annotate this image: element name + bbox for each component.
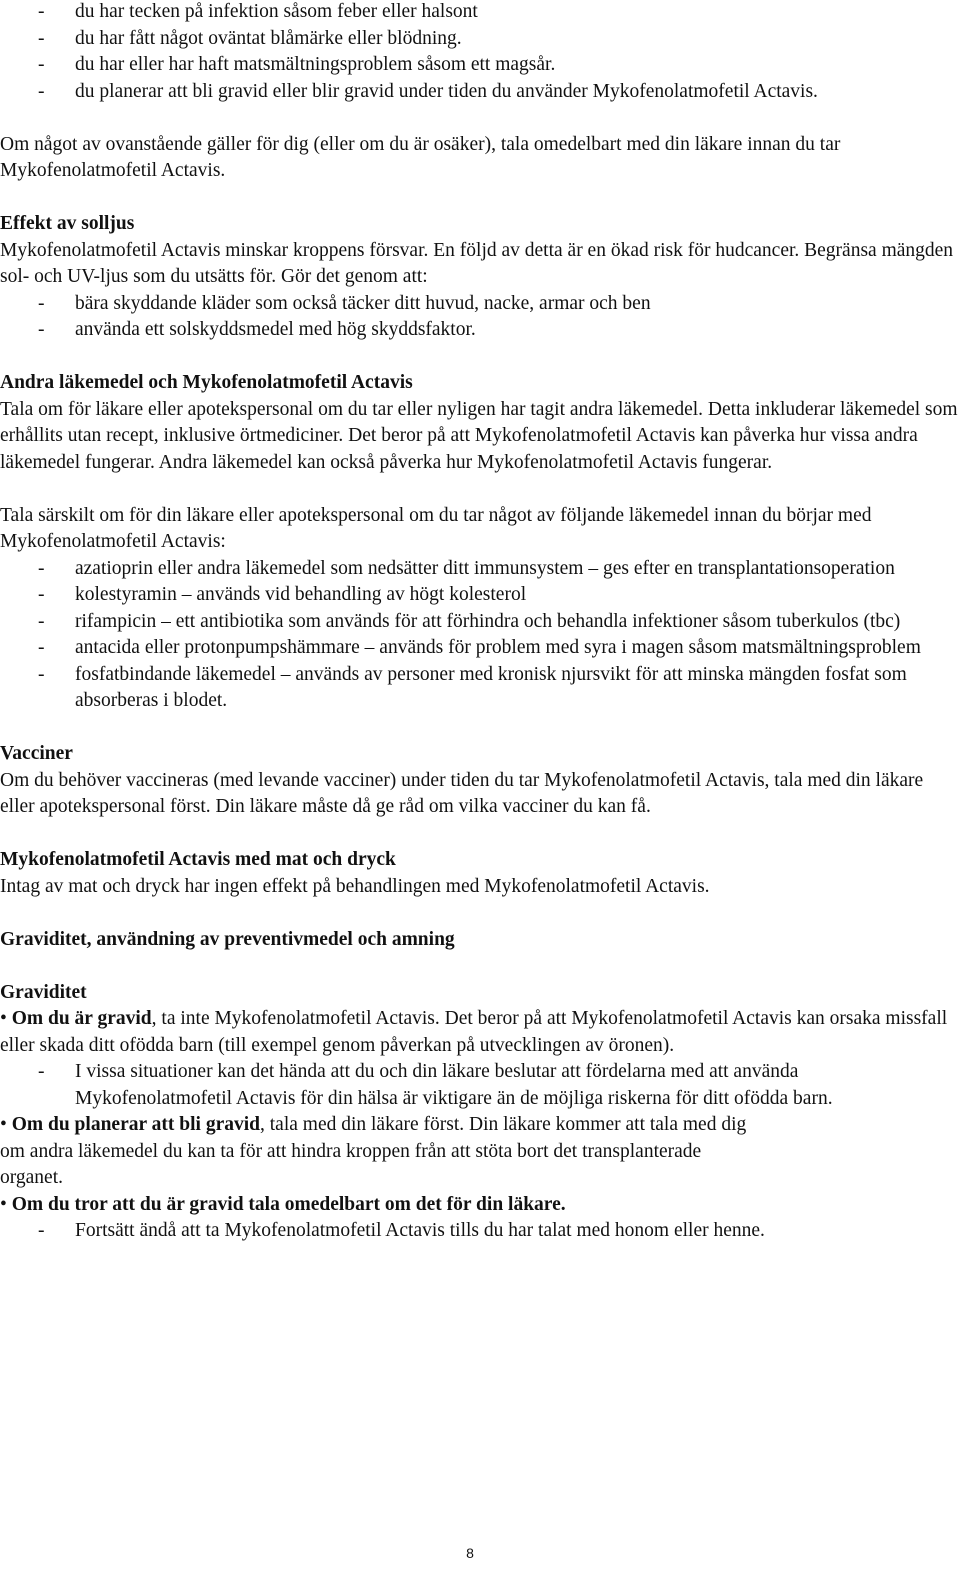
food-text: Intag av mat och dryck har ingen effekt på behandlingen med Mykofenolatmofetil Actavis. [0,875,710,897]
list-item-text: du har tecken på infektion såsom feber eller halsont [75,1,478,22]
list-item [0,317,958,344]
dash-marker: - [38,663,45,685]
list-item [0,582,958,609]
page-number: 8 [466,1545,474,1561]
food-heading: Mykofenolatmofetil Actavis med mat och dryck [0,849,396,870]
list-item-text: I vissa situationer kan det hända att du och din läkare beslutar att fördelarna med att använda Mykofenolatmofetil Actavis för din hälsa är viktigare än de möjliga riskerna för ditt ofödda barn. [75,1061,833,1109]
dash-marker: - [38,319,45,340]
pregnancy-bullet-3 [0,1192,958,1219]
other-meds-text: Tala om för läkare eller apotekspersonal om du tar eller nyligen har tagit andra läkemedel. Detta inkluderar läkemedel som erhållits utan recept, inklusive örtmediciner. Det beror på att Mykofenolatmofetil Actavis kan påverka hur vissa andra läkemedel fungerar. Andra läkemedel kan också påverka hur Mykofenolatmofetil Actavis fungerar. [0,398,958,473]
bullet-text: , ta inte Mykofenolatmofetil Actavis. Det beror på att Mykofenolatmofetil Actavis kan orsaka missfall eller skada ditt ofödda barn (till exempel genom påverkan på utvecklingen av öronen). [0,1008,948,1056]
list-item-text: du har eller har haft matsmältningsproblem såsom ett magsår. [75,54,556,75]
list-item [0,0,958,26]
vaccines-text: Om du behöver vaccineras (med levande vacciner) under tiden du tar Mykofenolatmofetil Actavis, tala med din läkare eller apotekspersonal först. Din läkare måste då ge råd om vilka vacciner du kan få. [0,769,924,817]
list-item-text: Fortsätt ändå att ta Mykofenolatmofetil Actavis tills du har talat med honom eller henne. [75,1220,765,1241]
list-item [0,291,958,318]
bullet-marker: • [0,1114,7,1135]
other-meds-special-intro: Tala särskilt om för din läkare eller apotekspersonal om du tar något av följande läkemedel innan du börjar med Mykofenolatmofetil Actavis: [0,504,872,552]
pregnancy-bullet-1-list [0,1059,958,1112]
list-item-text: du planerar att bli gravid eller blir gravid under tiden du använder Mykofenolatmofetil Actavis. [75,80,818,102]
list-item-text: fosfatbindande läkemedel – används av personer med kronisk njursvikt för att minska mängden fosfat som absorberas i blodet. [75,663,907,711]
bullet-bold-text: Om du tror att du är gravid tala omedelbart om det för din läkare. [11,1193,566,1215]
sun-text: Mykofenolatmofetil Actavis minskar kroppens försvar. En följd av detta är en ökad risk för hudcancer. Begränsa mängden sol- och UV-ljus som du utsätts för. Gör det genom att: [0,239,954,287]
bullet-marker: • [0,1008,7,1029]
list-item [0,26,958,53]
dash-marker: - [38,292,45,314]
list-item [0,79,958,106]
list-item [0,1218,958,1245]
list-item [0,609,958,636]
list-item-text: azatioprin eller andra läkemedel som nedsätter ditt immunsystem – ges efter en transplantationsoperation [75,557,895,579]
list-item-text: rifampicin – ett antibiotika som används för att förhindra och behandla infektioner såsom tuberkulos (tbc) [75,610,901,632]
pregnancy-bullet-2 [0,1112,958,1192]
list-item-text: bära skyddande kläder som också täcker ditt huvud, nacke, armar och ben [75,292,651,314]
dash-marker: - [38,54,45,75]
sun-list [0,291,958,344]
vaccines-heading: Vacciner [0,743,73,764]
dash-marker: - [38,557,45,579]
list-item-text: kolestyramin – används vid behandling av högt kolesterol [75,584,527,605]
list-item-text: använda ett solskyddsmedel med hög skyddsfaktor. [75,319,476,340]
intro-note: Om något av ovanstående gäller för dig (eller om du är osäker), tala omedelbart med din läkare innan du tar Mykofenolatmofetil Actavis. [0,133,841,181]
list-item [0,635,958,662]
bullet-bold-text: Om du är gravid [11,1008,152,1029]
bullet-text: , tala med din läkare först. Din läkare kommer att tala med dig [260,1114,747,1135]
bullet-marker: • [0,1193,7,1215]
bullet-text: organet. [0,1167,63,1188]
dash-marker: - [38,584,45,605]
dash-marker: - [38,80,45,102]
list-item [0,1059,958,1112]
bullet-text: om andra läkemedel du kan ta för att hindra kroppen från att stöta bort det transplanterade [0,1140,702,1162]
pregnancy-subheading: Graviditet [0,981,87,1003]
dash-marker: - [38,610,45,632]
other-meds-heading: Andra läkemedel och Mykofenolatmofetil Actavis [0,372,413,393]
dash-marker: - [38,1,45,22]
other-meds-list [0,556,958,715]
sun-heading: Effekt av solljus [0,213,135,234]
dash-marker: - [38,27,45,49]
list-item [0,556,958,583]
bullet-bold-text: Om du planerar att bli gravid [11,1114,260,1135]
list-item [0,52,958,79]
pregnancy-heading: Graviditet, användning av preventivmedel och amning [0,928,455,950]
intro-list [0,0,958,105]
list-item-text: antacida eller protonpumpshämmare – används för problem med syra i magen såsom matsmältningsproblem [75,637,921,658]
list-item [0,662,958,715]
dash-marker: - [38,1220,45,1241]
dash-marker: - [38,637,45,658]
dash-marker: - [38,1061,45,1082]
pregnancy-bullet-3-list [0,1218,958,1245]
list-item-text: du har fått något oväntat blåmärke eller blödning. [75,27,462,49]
pregnancy-bullet-1 [0,1006,958,1059]
